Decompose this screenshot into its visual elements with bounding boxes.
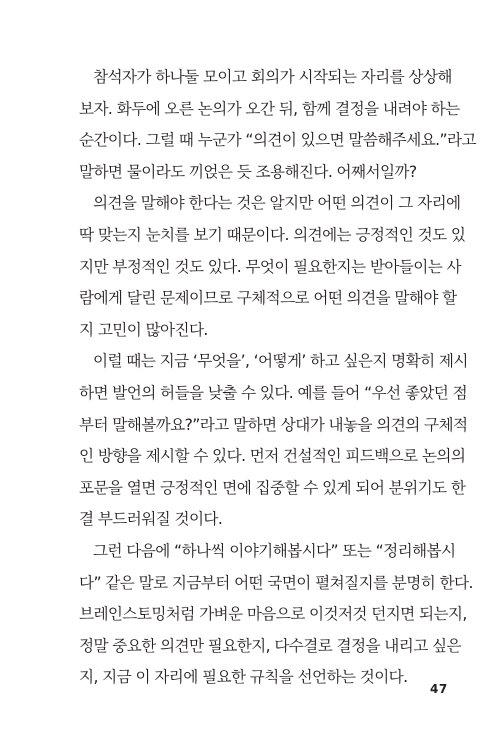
page-number: 47 bbox=[430, 682, 448, 696]
text-line: 보자. 화두에 오른 논의가 오간 뒤, 함께 결정을 내려야 하는 bbox=[79, 99, 460, 118]
text-line: 그런 다음에 “하나씩 이야기해봅시다” 또는 “정리해봅시 bbox=[93, 541, 456, 560]
text-line: 결 부드러워질 것이다. bbox=[79, 510, 223, 529]
text-line: 지만 부정적인 것도 있다. 무엇이 필요한지는 받아들이는 사 bbox=[79, 257, 461, 276]
paragraph-2 bbox=[79, 188, 466, 346]
text-line: 순간이다. 그럴 때 누군가 “의견이 있으면 말씀해주세요.”라고 bbox=[79, 131, 476, 150]
text-line: 람에게 달린 문제이므로 구체적으로 어떤 의견을 말해야 할 bbox=[79, 289, 457, 308]
text-line: 포문을 열면 긍정적인 면에 집중할 수 있게 되어 분위기도 한 bbox=[79, 478, 466, 497]
text-line: 참석자가 하나둘 모이고 회의가 시작되는 자리를 상상해 bbox=[93, 68, 452, 86]
paragraph-3 bbox=[79, 346, 468, 536]
text-line: 지 고민이 많아진다. bbox=[79, 320, 208, 339]
text-line: 정말 중요한 의견만 필요한지, 다수결로 결정을 내리고 싶은 bbox=[79, 636, 461, 655]
text-line: 다” 같은 말로 지금부터 어떤 국면이 펼쳐질지를 분명히 한다. bbox=[79, 573, 473, 592]
text-line: 브레인스토밍처럼 가벼운 마음으로 이것저것 던지면 되는지, bbox=[79, 605, 467, 624]
text-line: 이럴 때는 지금 ‘무엇을’, ‘어떻게’ 하고 싶은지 명확히 제시 bbox=[93, 352, 468, 371]
text-line: 부터 말해볼까요?”라고 말하면 상대가 내놓을 의견의 구체적 bbox=[79, 415, 468, 434]
text-line: 하면 발언의 허들을 낮출 수 있다. 예를 들어 “우선 좋았던 점 bbox=[79, 383, 468, 402]
paragraph-1 bbox=[79, 62, 476, 188]
text-line: 지, 지금 이 자리에 필요한 규칙을 선언하는 것이다. bbox=[79, 668, 408, 687]
text-line: 딱 맞는지 눈치를 보기 때문이다. 의견에는 긍정적인 것도 있 bbox=[79, 225, 466, 244]
text-line: 말하면 물이라도 끼얹은 듯 조용해진다. 어째서일까? bbox=[79, 162, 417, 181]
body-text bbox=[79, 62, 476, 694]
text-line: 의견을 말해야 한다는 것은 알지만 어떤 의견이 그 자리에 bbox=[93, 194, 461, 213]
paragraph-4 bbox=[79, 536, 473, 694]
text-line: 인 방향을 제시할 수 있다. 먼저 건설적인 피드백으로 논의의 bbox=[79, 447, 466, 466]
